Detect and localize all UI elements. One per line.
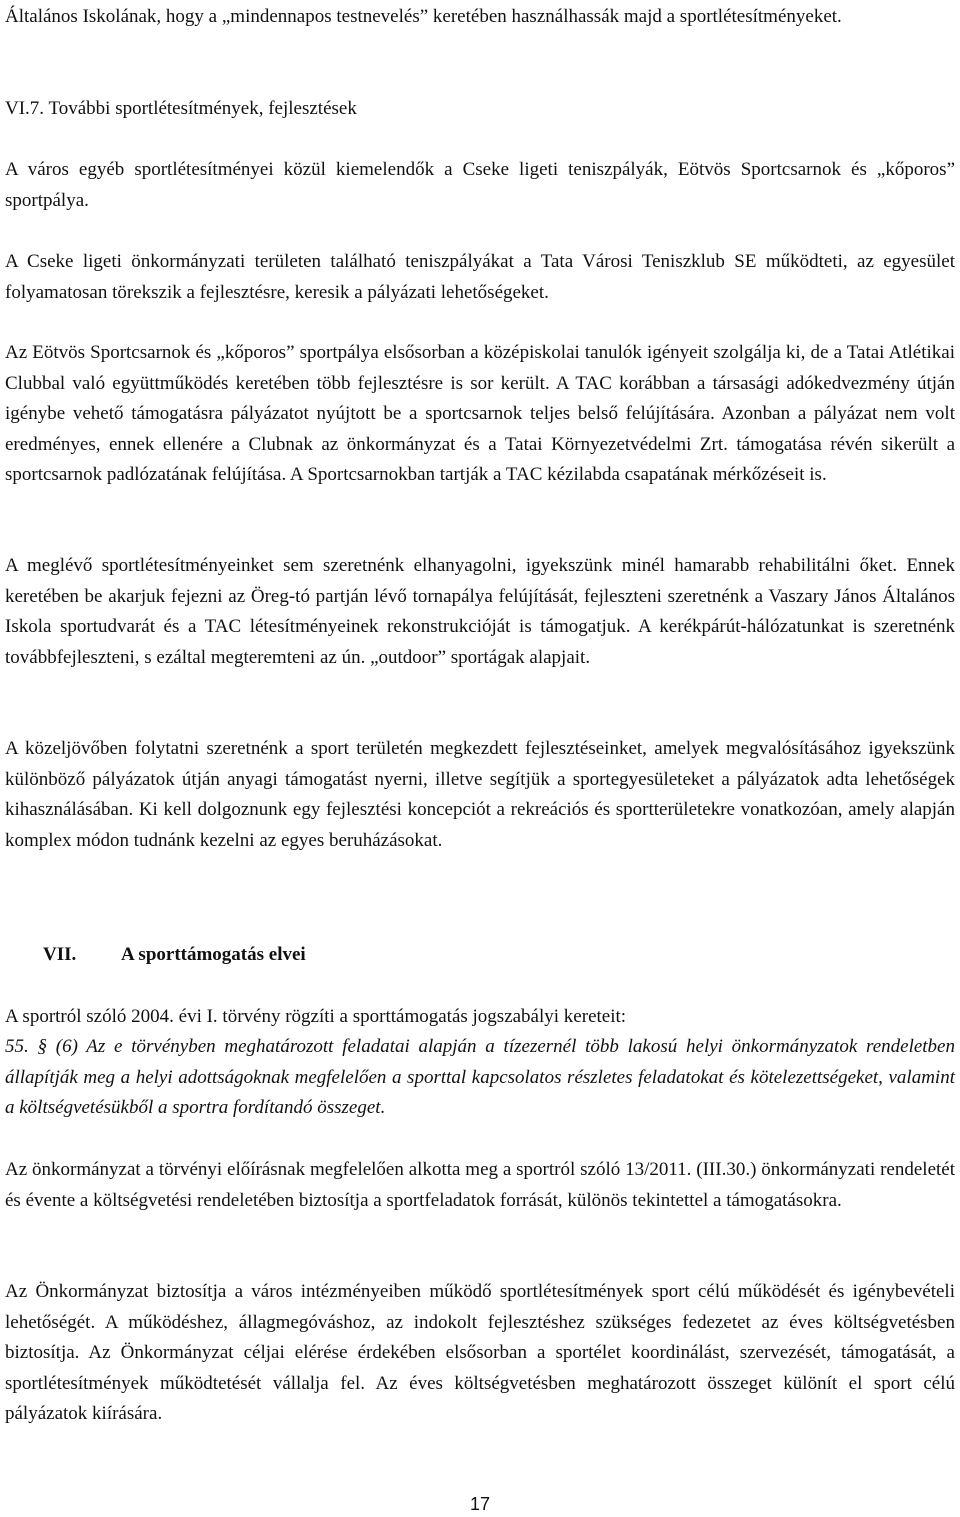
chapter-number: VII.	[43, 944, 77, 965]
paragraph-rehabilitation: A meglévő sportlétesítményeinket sem szeretnénk elhanyagolni, igyekszünk minél hamarabb rehabilitálni őket. Ennek keretében be akarjuk fejezni az Öreg-tó partján lévő tornapálya felújítását, fejleszteni szeretnénk a Vaszary János Általános Iskola sportudvarát és a TAC létesítményeinek rekonstrukcióját is támogatjuk. A kerékpárút-hálózatunkat is szeretnénk továbbfejleszteni, s ezáltal megteremteni az ún. „outdoor” sportágak alapjait.	[5, 555, 955, 668]
paragraph-future-plans: A közeljövőben folytatni szeretnénk a sport területén megkezdett fejlesztéseinket, amelyek megvalósításához igyekszünk különböző pályázatok útján anyagi támogatást nyerni, illetve segítjük a sportegyesületeket a pályázatok adta lehetőségek kihasználásában. Ki kell dolgoznunk egy fejlesztési koncepciót a rekreációs és sportterületekre vonatkozóan, amely alapján komplex módon tudnánk kezelni az egyes beruházásokat.	[5, 738, 955, 851]
paragraph-other-facilities: A város egyéb sportlétesítményei közül kiemelendők a Cseke ligeti teniszpályák, Eötvös Sportcsarnok és „kőporos” sportpálya.	[5, 159, 955, 211]
paragraph-sports-hall: Az Eötvös Sportcsarnok és „kőporos” sportpálya elsősorban a középiskolai tanulók igényeit szolgálja ki, de a Tatai Atlétikai Clubbal való együttműködés keretében több fejlesztésre is sor került. A TAC korábban a társasági adókedvezmény útján igénybe vehető támogatásra pályázatot nyújtott be a sportcsarnok teljes belső felújítására. Azonban a pályázat nem volt eredményes, ennek ellenére a Clubnak az önkormányzat és a Tatai Környezetvédelmi Zrt. támogatása révén sikerült a sportcsarnok padlózatának felújítása. A Sportcsarnokban tartják a TAC kézilabda csapatának mérkőzéseit is.	[5, 342, 955, 485]
chapter-heading	[43, 940, 306, 970]
paragraph-law-quote: 55. § (6) Az e törvényben meghatározott feladatai alapján a tízezernél több lakosú helyi önkormányzatok rendeletben állapítják meg a helyi adottságoknak megfelelően a sporttal kapcsolatos részletes feladatokat és kötelezettségeket, valamint a költségvetésükből a sportra fordítandó összeget.	[5, 1036, 955, 1118]
chapter-title: A sporttámogatás elvei	[121, 944, 306, 965]
paragraph-law-intro: A sportról szóló 2004. évi I. törvény rögzíti a sporttámogatás jogszabályi kereteit:	[5, 1006, 627, 1027]
paragraph-local-decree: Az önkormányzat a törvényi előírásnak megfelelően alkotta meg a sportról szóló 13/2011. (III.30.) önkormányzati rendeletét és évente a költségvetési rendeletében biztosítja a sportfeladatok forrását, különös tekintettel a támogatásokra.	[5, 1159, 955, 1211]
paragraph-municipality-support: Az Önkormányzat biztosítja a város intézményeiben működő sportlétesítmények sport célú működését és igénybevételi lehetőségét. A működéshez, állagmegóváshoz, az indokolt fejlesztéshez szükséges fedezetet az éves költségvetésben biztosítja. Az Önkormányzat céljai elérése érdekében elsősorban a sportélet koordinálást, szervezését, támogatását, a sportlétesítmények működtetését vállalja fel. Az éves költségvetésben meghatározott összeget különít el sport célú pályázatok kiírására.	[5, 1281, 955, 1424]
paragraph-tennis-courts: A Cseke ligeti önkormányzati területen található teniszpályákat a Tata Városi Teniszklub SE működteti, az egyesület folyamatosan törekszik a fejlesztésre, keresik a pályázati lehetőségeket.	[5, 251, 955, 303]
page-number: 17	[469, 1494, 491, 1514]
paragraph-continued: Általános Iskolának, hogy a „mindennapos testnevelés” keretében használhassák majd a sportlétesítményeket.	[5, 6, 842, 27]
section-heading: VI.7. További sportlétesítmények, fejlesztések	[5, 98, 357, 119]
